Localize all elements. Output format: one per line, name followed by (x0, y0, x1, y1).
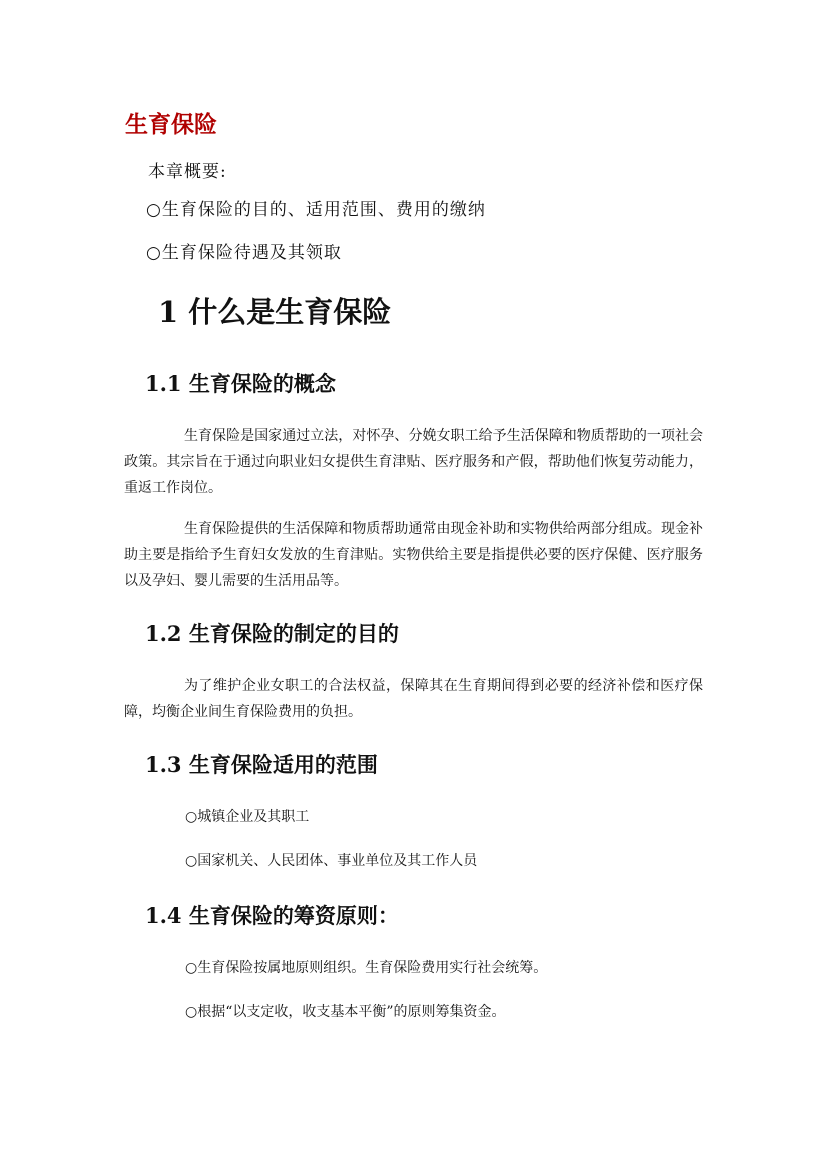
section-heading: 1.2 生育保险的制定的目的 (145, 621, 399, 646)
list-item: ○根据“以支定收，收支基本平衡”的原则筹集资金。 (185, 1004, 506, 1020)
paragraph: 生育保险是国家通过立法，对怀孕、分娩女职工给予生活保障和物质帮助的一项社会政策。其宗旨在于通过向职业妇女提供生育津贴、医疗服务和产假，帮助他们恢复劳动能力，重返工作岗位。 (124, 428, 703, 496)
paragraph: 生育保险提供的生活保障和物质帮助通常由现金补助和实物供给两部分组成。现金补助主要是指给予生育妇女发放的生育津贴。实物供给主要是指提供必要的医疗保健、医疗服务以及孕妇、婴儿需要的生活用品等。 (124, 521, 703, 589)
list-item: ○城镇企业及其职工 (185, 809, 310, 825)
section-heading: 1.1 生育保险的概念 (145, 371, 336, 396)
summary-label: 本章概要: (148, 162, 227, 182)
list-item: ○国家机关、人民团体、事业单位及其工作人员 (185, 853, 478, 869)
section-heading: 1.4 生育保险的筹资原则： (145, 903, 399, 928)
summary-item-text: 生育保险待遇及其领取 (161, 243, 342, 263)
summary-item (146, 195, 486, 220)
document-title: 生育保险 (125, 112, 217, 138)
list-item: ○生育保险按属地原则组织。生育保险费用实行社会统筹。 (185, 960, 548, 976)
summary-item-text: 生育保险的目的、适用范围、费用的缴纳 (161, 200, 486, 220)
circle-bullet-icon: ○ (146, 243, 162, 263)
section-heading: 1.3 生育保险适用的范围 (145, 752, 378, 777)
summary-item (146, 238, 342, 263)
chapter-heading: 1 什么是生育保险 (158, 295, 392, 329)
circle-bullet-icon: ○ (146, 200, 162, 220)
paragraph: 为了维护企业女职工的合法权益，保障其在生育期间得到必要的经济补偿和医疗保障，均衡企业间生育保险费用的负担。 (124, 678, 703, 720)
